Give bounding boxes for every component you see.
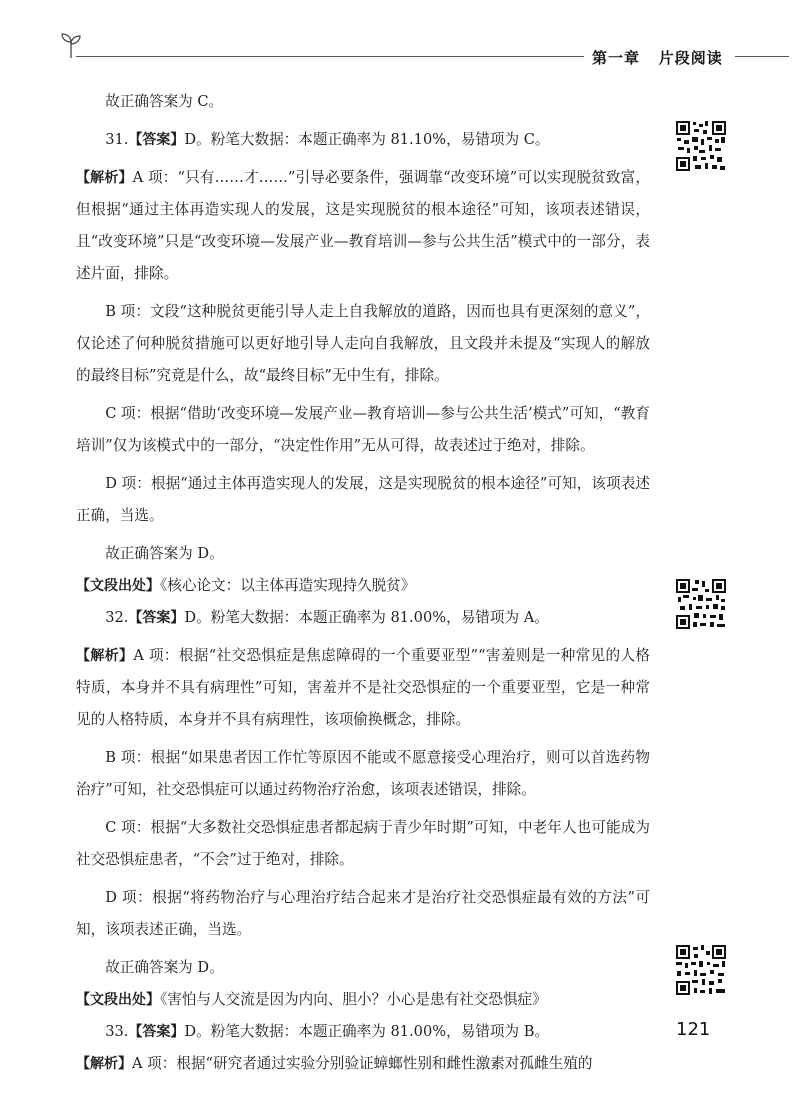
header-rule <box>76 56 584 57</box>
answer-paragraph: 32.【答案】D。粉笔大数据：本题正确率为 81.00%，易错项为 A。 <box>105 609 549 626</box>
source-label: 【文段出处】 <box>76 992 160 1008</box>
paragraph: D 项：根据“通过主体再造实现人的发展，这是实现脱贫的根本途径”可知，该项表述正确，当选。 <box>76 475 650 524</box>
analysis-label: 【解析】 <box>76 648 134 664</box>
header-rule-tail <box>735 56 789 57</box>
answer-label: 【答案】 <box>128 132 185 148</box>
answer-label: 【答案】 <box>128 1024 185 1040</box>
paragraph: 故正确答案为 C。 <box>105 93 224 110</box>
paragraph: C 项：根据“借助‘改变环境—发展产业—教育培训—参与公共生活’模式”可知，“教育培训”仅为该模式中的一部分，“决定性作用”无从可得，故表述过于绝对，排除。 <box>76 405 650 454</box>
analysis-label: 【解析】 <box>76 1056 132 1072</box>
analysis-paragraph: 【解析】A 项：“只有……才……”引导必要条件，强调靠“改变环境”可以实现脱贫致富，但根据“通过主体再造实现人的发展，这是实现脱贫的根本途径”可知，该项表述错误，且“改变环境”只是“改变环境—发展产业—教育培训—参与公共生活”模式中的一部分，表述片面，排除。 <box>76 169 651 282</box>
paragraph: C 项：根据“大多数社交恐惧症患者都起病于青少年时期”可知，中老年人也可能成为社交恐惧症患者，“不会”过于绝对，排除。 <box>76 819 650 868</box>
source-label: 【文段出处】 <box>76 578 160 594</box>
paragraph: 故正确答案为 D。 <box>105 545 224 562</box>
answer-paragraph: 31.【答案】D。粉笔大数据：本题正确率为 81.10%，易错项为 C。 <box>105 131 550 148</box>
chapter-label: 第一章 <box>592 49 641 67</box>
analysis-paragraph: 【解析】A 项：根据“研究者通过实验分别验证蟑螂性别和雌性激素对孤雌生殖的 <box>76 1055 593 1072</box>
chapter-title <box>592 47 723 68</box>
page-header <box>0 0 800 80</box>
paragraph: 故正确答案为 D。 <box>105 959 224 976</box>
answer-label: 【答案】 <box>128 610 185 626</box>
source-paragraph: 【文段出处】《害怕与人交流是因为内向、胆小？小心是患有社交恐惧症》 <box>76 991 547 1008</box>
paragraph: B 项：根据“如果患者因工作忙等原因不能或不愿意接受心理治疗，则可以首选药物治疗”可知，社交恐惧症可以通过药物治疗治愈，该项表述错误，排除。 <box>76 749 650 798</box>
section-label: 片段阅读 <box>658 49 723 67</box>
analysis-paragraph: 【解析】A 项：根据“社交恐惧症是焦虑障碍的一个重要亚型”“害羞则是一种常见的人格特质，本身并不具有病理性”可知，害羞并不是社交恐惧症的一个重要亚型，它是一种常见的人格特质，本身并不具有病理性，该项偷换概念，排除。 <box>76 647 650 728</box>
qr-code-icon[interactable] <box>675 578 727 630</box>
analysis-label: 【解析】 <box>76 170 133 186</box>
answer-paragraph: 33.【答案】D。粉笔大数据：本题正确率为 81.00%，易错项为 B。 <box>105 1023 550 1040</box>
page-body <box>76 86 650 1080</box>
qr-code-icon[interactable] <box>675 120 727 172</box>
qr-code-icon[interactable] <box>675 944 727 996</box>
page-number: 121 <box>676 1019 711 1040</box>
paragraph: D 项：根据“将药物治疗与心理治疗结合起来才是治疗社交恐惧症最有效的方法”可知，该项表述正确，当选。 <box>76 889 650 938</box>
paragraph: B 项：文段“这种脱贫更能引导人走上自我解放的道路，因而也具有更深刻的意义”，仅论述了何种脱贫措施可以更好地引导人走向自我解放，且文段并未提及“实现人的解放的最终目标”究竟是什么，故“最终目标”无中生有，排除。 <box>76 303 650 384</box>
source-paragraph: 【文段出处】《核心论文：以主体再造实现持久脱贫》 <box>76 577 416 594</box>
